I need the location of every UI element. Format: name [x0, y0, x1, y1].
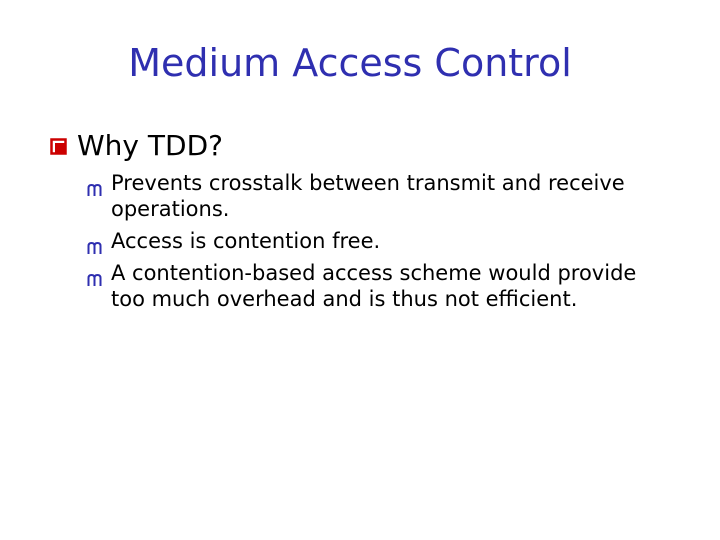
m-bullet-icon [87, 267, 104, 280]
subbullet-item [87, 170, 647, 222]
subbullet-item [87, 260, 647, 312]
m-bullet-icon [87, 235, 104, 248]
m-bullet-icon [87, 177, 104, 190]
subbullet-list [87, 170, 647, 318]
bullet-level-1 [50, 128, 223, 164]
subbullet-text: Prevents crosstalk between transmit and receive operations. [111, 171, 625, 221]
bullet-text: Why TDD? [77, 129, 223, 162]
subbullet-text: A contention-based access scheme would provide too much overhead and is thus not efficient. [111, 261, 637, 311]
subbullet-text: Access is contention free. [111, 229, 381, 253]
slide-title: Medium Access Control [128, 41, 572, 85]
square-bullet-icon [50, 138, 67, 155]
subbullet-item [87, 228, 647, 254]
